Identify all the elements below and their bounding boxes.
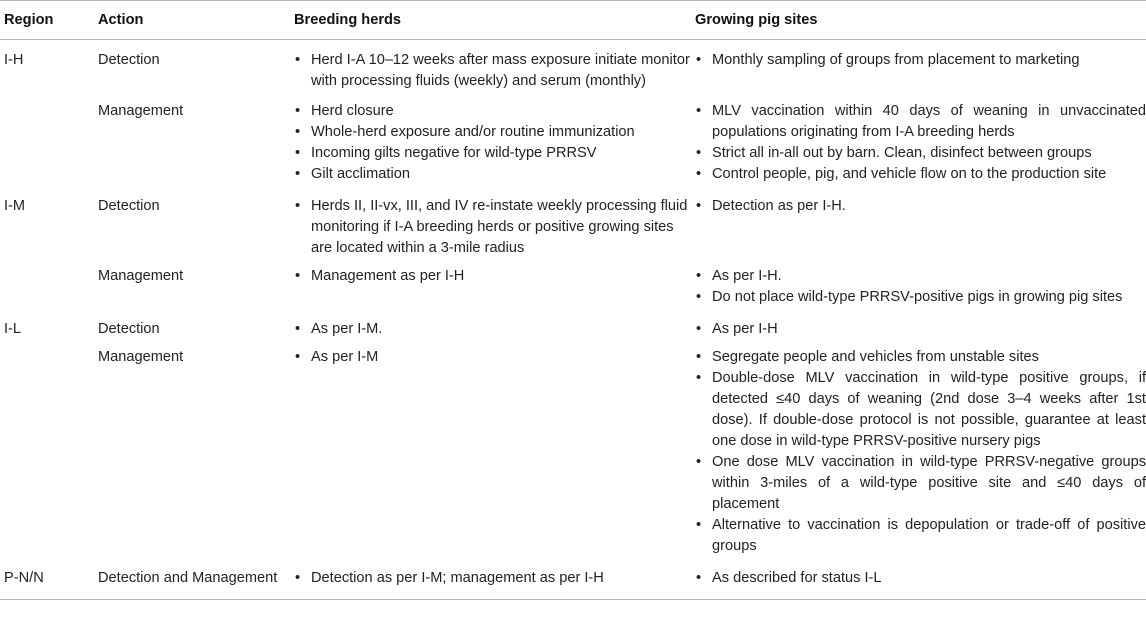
table-row [0,93,1146,186]
bullet-item: • Strict all in-all out by barn. Clean, disinfect between groups [695,143,1146,164]
bullet-list [695,568,1146,589]
bullet-item: • Alternative to vaccination is depopulation or trade-off of positive groups [695,515,1146,557]
table-row [0,341,1146,558]
cell-growing-pig-sites [695,341,1146,558]
header-region: Region [0,1,98,40]
bullet-list [294,196,695,259]
bullet-list [294,266,695,287]
bullet-item: • One dose MLV vaccination in wild-type PRRSV-negative groups within 3-miles of a wild-type positive site and ≤40 days of placement [695,452,1146,515]
cell-growing-pig-sites [695,186,1146,260]
cell-breeding-herds [294,558,695,600]
cell-action: Detection [98,198,160,214]
bullet-list [695,50,1146,71]
cell-action: Management [98,268,184,284]
cell-breeding-herds [294,93,695,186]
cell-region: I-M [4,198,26,214]
cell-action: Detection [98,52,160,68]
bullet-item: • Incoming gilts negative for wild-type PRRSV [294,143,695,164]
cell-region [0,260,98,309]
cell-region: I-L [4,321,22,337]
cell-breeding-herds [294,40,695,94]
cell-action: Management [98,103,184,119]
cell-breeding-herds [294,341,695,558]
header-growing-pig-sites: Growing pig sites [695,1,1146,40]
bullet-list [695,319,1146,340]
header-breeding-herds: Breeding herds [294,1,695,40]
bullet-list [294,319,695,340]
bullet-item: • Gilt acclimation [294,164,695,185]
cell-growing-pig-sites [695,309,1146,341]
bullet-list [695,266,1146,308]
cell-action: Detection [98,321,160,337]
bullet-list [294,101,695,185]
cell-growing-pig-sites [695,40,1146,94]
table-row [0,40,1146,94]
bullet-item: • As per I-H [695,319,1146,340]
cell-breeding-herds [294,186,695,260]
bullet-item: • Whole-herd exposure and/or routine immunization [294,122,695,143]
table-row [0,309,1146,341]
bullet-item: • Do not place wild-type PRRSV-positive pigs in growing pig sites [695,287,1146,308]
header-action: Action [98,1,294,40]
table-row [0,260,1146,309]
table-body [0,40,1146,600]
bullet-list [294,568,695,589]
cell-action: Detection and Management [98,558,294,600]
bullet-item: • As per I-H. [695,266,1146,287]
bullet-item: • Segregate people and vehicles from unstable sites [695,347,1146,368]
cell-region: P-N/N [0,558,98,600]
cell-action: Management [98,349,184,365]
bullet-item: • Management as per I-H [294,266,695,287]
table-row [0,186,1146,260]
bullet-list [695,196,1146,217]
bullet-list [294,347,695,368]
cell-breeding-herds [294,309,695,341]
bullet-item: • As per I-M. [294,319,695,340]
bullet-item: • Detection as per I-M; management as per I-H [294,568,695,589]
cell-region: I-H [4,52,24,68]
cell-region [0,93,98,186]
bullet-item: • Herds II, II-vx, III, and IV re-instate weekly processing fluid monitoring if I-A breeding herds or positive growing sites are located within a 3-mile radius [294,196,695,259]
bullet-item: • Detection as per I-H. [695,196,1146,217]
cell-breeding-herds [294,260,695,309]
bullet-item: • Control people, pig, and vehicle flow on to the production site [695,164,1146,185]
bullet-item: • Herd I-A 10–12 weeks after mass exposure initiate monitor with processing fluids (weekly) and serum (monthly) [294,50,695,92]
cell-growing-pig-sites [695,260,1146,309]
cell-region [0,341,98,558]
bullet-item: • Herd closure [294,101,695,122]
bullet-item: • Double-dose MLV vaccination in wild-type positive groups, if detected ≤40 days of weaning (2nd dose 3–4 weeks after 1st dose). If double-dose protocol is not possible, guarantee at least one dose in wild-type PRRSV-positive nursery pigs [695,368,1146,452]
table-header-row [0,1,1146,40]
cell-growing-pig-sites [695,93,1146,186]
bullet-list [695,101,1146,185]
bullet-item: • MLV vaccination within 40 days of weaning in unvaccinated populations originating from I-A breeding herds [695,101,1146,143]
bullet-item: • Monthly sampling of groups from placement to marketing [695,50,1146,71]
cell-growing-pig-sites [695,558,1146,600]
bullet-list [294,50,695,92]
bullet-item: • As per I-M [294,347,695,368]
bullet-list [695,347,1146,557]
table-row [0,558,1146,600]
bullet-item: • As described for status I-L [695,568,1146,589]
